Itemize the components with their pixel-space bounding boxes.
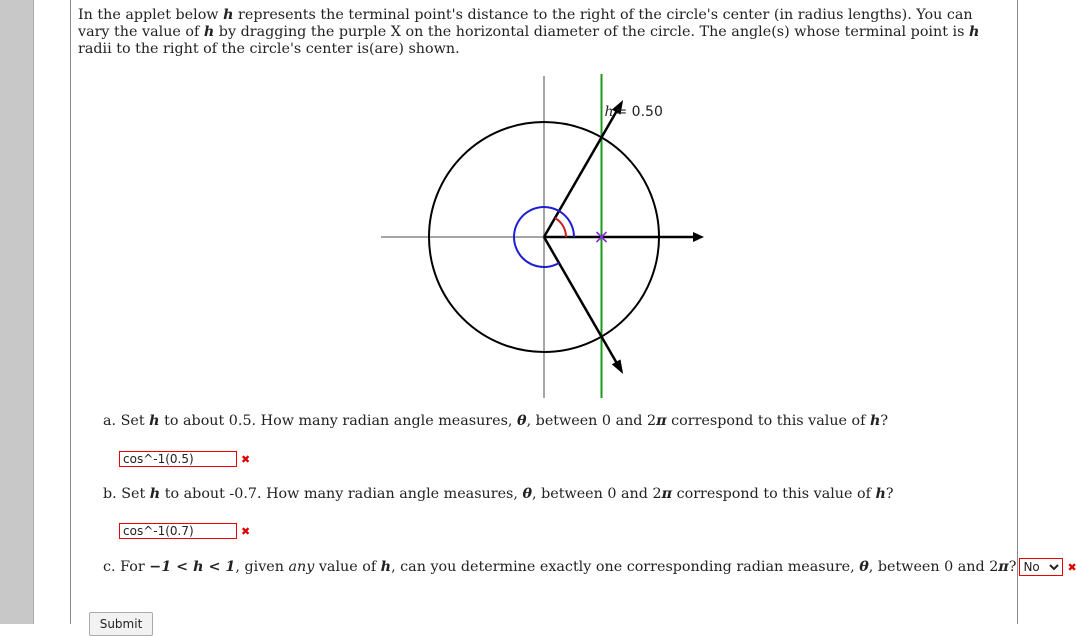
- var-h: h: [149, 486, 161, 502]
- intro-part: In the applet below: [78, 7, 224, 23]
- incorrect-icon: ✖: [241, 525, 251, 538]
- var-theta: θ: [522, 486, 533, 502]
- var-h: h: [149, 413, 160, 429]
- symbol-pi: π: [656, 413, 667, 429]
- var-theta: θ: [517, 413, 527, 429]
- var-h: h: [875, 486, 886, 502]
- chevron-down-icon: [1049, 562, 1059, 572]
- h-label: h: [604, 104, 614, 120]
- var-h: h: [870, 413, 881, 429]
- var-h: h: [203, 24, 215, 40]
- q-text: c. For: [103, 559, 150, 575]
- question-b: [103, 486, 894, 502]
- left-gutter: [0, 0, 34, 624]
- symbol-pi: π: [661, 486, 673, 502]
- unit-circle-applet[interactable]: [377, 74, 711, 400]
- answer-c-select[interactable]: [1019, 558, 1063, 576]
- q-text: ?: [880, 413, 889, 429]
- intro-text: [78, 7, 1008, 58]
- var-theta: θ: [859, 559, 869, 575]
- answer-a-input[interactable]: [119, 451, 237, 467]
- q-text: , given: [235, 559, 289, 575]
- q-text: ?: [1008, 559, 1017, 575]
- q-text: correspond to this value of: [666, 413, 871, 429]
- angle-arc-small: [555, 218, 566, 237]
- q-text: correspond to this value of: [672, 486, 876, 502]
- var-h: h: [968, 24, 980, 40]
- submit-button[interactable]: Submit: [89, 612, 153, 636]
- answer-b-input[interactable]: [119, 523, 237, 539]
- range-math: −1 < h < 1: [149, 559, 236, 575]
- symbol-pi: π: [998, 559, 1009, 575]
- question-c: [103, 558, 1077, 576]
- intro-part: radii to the right of the circle's center is(are) shown.: [78, 41, 460, 57]
- q-text: , between 0 and 2: [526, 413, 657, 429]
- incorrect-icon: ✖: [1067, 561, 1077, 574]
- q-text: b. Set: [103, 486, 150, 502]
- question-a: [103, 413, 888, 429]
- arrowhead-icon: [612, 359, 623, 374]
- intro-part: by dragging the purple X on the horizontal diameter of the circle. The angle(s) whose terminal point is: [214, 24, 969, 40]
- intro-part: represents the terminal point's distance to the right of the circle's center (in radius lengths). You can vary the value of: [78, 7, 973, 40]
- var-h: h: [380, 559, 392, 575]
- q-text: a. Set: [103, 413, 150, 429]
- content-panel: [70, 0, 1077, 631]
- emphasis-any: any: [288, 559, 315, 575]
- select-value: No: [1023, 560, 1040, 574]
- q-text: ?: [885, 486, 894, 502]
- incorrect-icon: ✖: [241, 453, 251, 466]
- q-text: to about -0.7. How many radian angle measures,: [160, 486, 523, 502]
- q-text: , can you determine exactly one corresponding radian measure,: [391, 559, 860, 575]
- arrowhead-icon: [693, 232, 704, 242]
- h-value-label: = 0.50: [615, 104, 663, 120]
- q-text: , between 0 and 2: [868, 559, 999, 575]
- q-text: value of: [314, 559, 381, 575]
- var-h: h: [223, 7, 234, 23]
- q-text: to about 0.5. How many radian angle measures,: [159, 413, 518, 429]
- q-text: , between 0 and 2: [532, 486, 662, 502]
